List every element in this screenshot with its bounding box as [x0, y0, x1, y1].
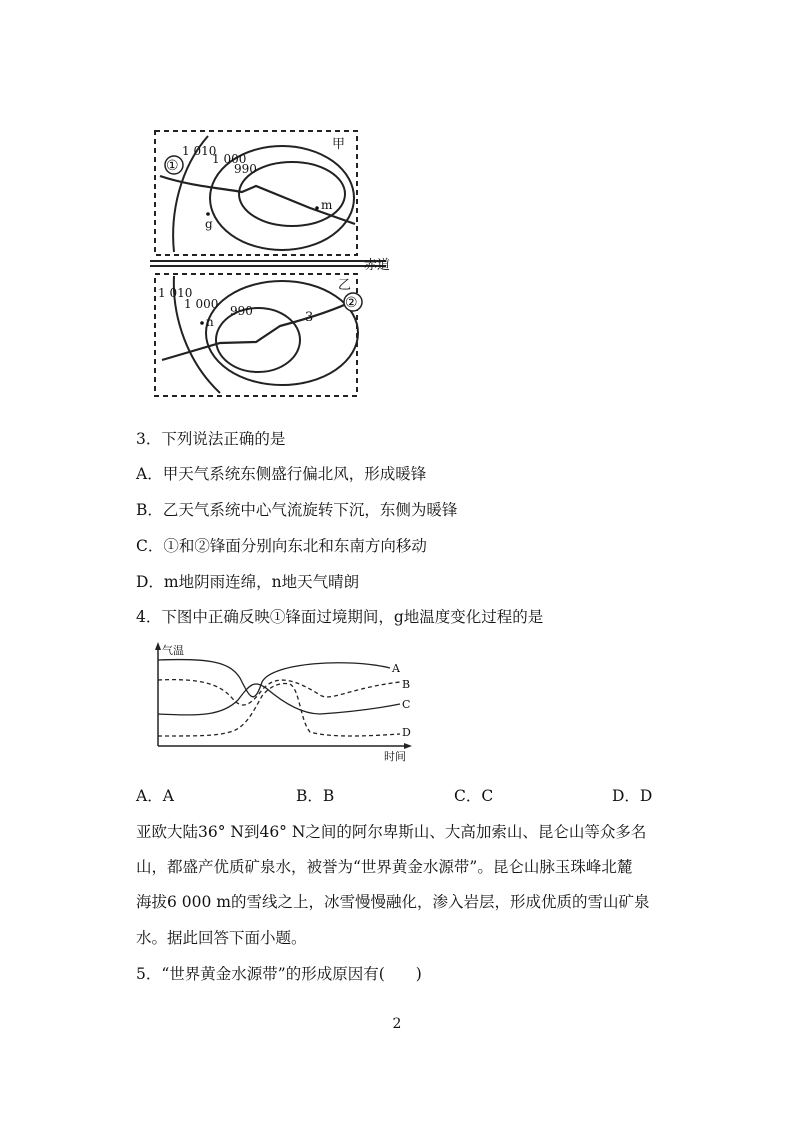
question-4-option-d: D．D: [612, 787, 653, 805]
passage-line-2: 山，都盛产优质矿泉水，被誉为“世界黄金水源带”。昆仑山脉玉珠峰北麓: [136, 858, 633, 876]
question-5-stem: 5．“世界黄金水源带”的形成原因有( ): [136, 965, 422, 983]
south-system-label: 乙: [338, 278, 352, 293]
front-2-label: ②: [345, 295, 358, 311]
chart-y-arrow: [155, 642, 161, 650]
point-n-dot: [200, 321, 204, 325]
question-3-option-a: A．甲天气系统东侧盛行偏北风，形成暖锋: [136, 465, 427, 483]
south-isobar-label-990: 990: [230, 304, 253, 318]
passage-line-1: 亚欧大陆36° N到46° N之间的阿尔卑斯山、大高加索山、昆仑山等众多名: [136, 823, 647, 841]
passage-line-4: 水。据此回答下面小题。: [136, 929, 307, 947]
front-1-label: ①: [166, 158, 179, 174]
point-g-dot: [206, 212, 210, 216]
question-3-option-c: C．①和②锋面分别向东北和东南方向移动: [136, 537, 427, 555]
mark-3-label: 3: [305, 310, 314, 325]
question-3-option-b: B．乙天气系统中心气流旋转下沉，东侧为暖锋: [136, 501, 458, 519]
question-4-option-c: C．C: [454, 787, 494, 805]
south-isobar-label-1010: 1 010: [158, 286, 193, 300]
question-3-stem: 3．下列说法正确的是: [136, 430, 286, 448]
passage-line-3: 海拔6 000 m的雪线之上，冰雪慢慢融化，渗入岩层，形成优质的雪山矿泉: [136, 893, 650, 911]
south-isobar-1000: [206, 281, 358, 385]
question-4-option-b: B．B: [296, 787, 335, 805]
point-g-label: g: [205, 217, 213, 231]
question-4-option-a: A．A: [136, 787, 174, 805]
isobar-map-figure: [150, 128, 410, 400]
south-isobar-label-1000: 1 000: [184, 297, 219, 311]
chart-y-label: 气温: [162, 644, 184, 657]
question-4-stem: 4．下图中正确反映①锋面过境期间，g地温度变化过程的是: [136, 608, 544, 626]
chart-x-label: 时间: [384, 750, 406, 763]
point-m-label: m: [321, 198, 333, 212]
north-system-label: 甲: [332, 137, 346, 152]
page-number: 2: [392, 1016, 402, 1032]
point-m-dot: [315, 206, 319, 210]
series-b-line: [158, 680, 400, 705]
equator-label: 赤道: [364, 258, 391, 273]
series-a-label: A: [392, 662, 400, 675]
point-n-label: n: [206, 315, 214, 329]
north-isobar-label-1000: 1 000: [212, 152, 247, 166]
chart-x-arrow: [404, 743, 412, 749]
temperature-line-chart: [150, 640, 420, 765]
question-3-option-d: D．m地阴雨连绵，n地天气晴朗: [136, 573, 360, 591]
series-d-label: D: [402, 726, 411, 739]
series-c-label: C: [402, 698, 411, 711]
north-isobar-label-990: 990: [234, 162, 257, 176]
north-isobar-label-1010: 1 010: [182, 144, 217, 158]
series-b-label: B: [402, 678, 411, 691]
